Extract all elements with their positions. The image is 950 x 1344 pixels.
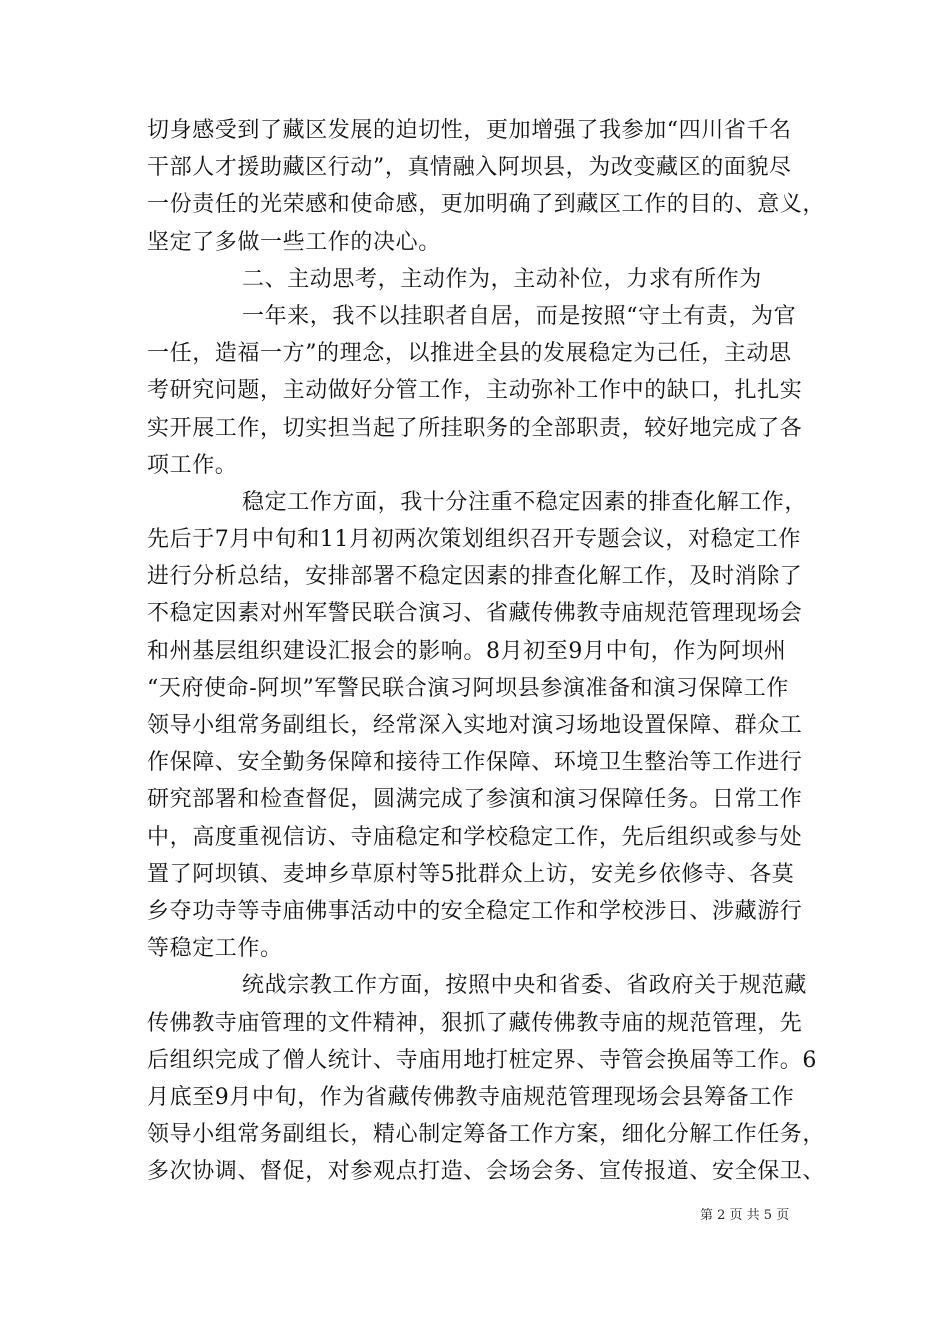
text-line: 多次协调、督促，对参观点打造、会场会务、宣传报道、安全保卫、 — [147, 1159, 826, 1185]
text-line: 项工作。 — [147, 452, 238, 478]
text-line: 一年来，我不以挂职者自居，而是按照“守土有责，为官 — [242, 303, 797, 329]
text-line: 领导小组常务副组长，经常深入实地对演习场地设置保障、群众工 — [147, 713, 803, 738]
text-line: 置了阿坝镇、麦坤乡草原村等5批群众上访，安羌乡依修寺、各莫 — [147, 861, 795, 887]
text-line: 考研究问题，主动做好分管工作，主动弥补工作中的缺口，扎扎实 — [147, 378, 803, 404]
text-line: 不稳定因素对州军警民联合演习、省藏传佛教寺庙规范管理现场会 — [147, 601, 803, 627]
text-line: 先后于7月中旬和11月初两次策划组织召开专题会议，对稳定工作 — [147, 527, 801, 553]
text-line: 进行分析总结，安排部署不稳定因素的排查化解工作，及时消除了 — [147, 564, 803, 590]
section-heading-text: 二、主动思考，主动作为，主动补位，力求有所作为 — [242, 266, 762, 292]
text-line: 作保障、安全勤务保障和接待工作保障、环境卫生整治等工作进行 — [147, 750, 803, 776]
text-line: 后组织完成了僧人统计、寺庙用地打桩定界、寺管会换届等工作。6 — [147, 1047, 817, 1073]
text-line: 和州基层组织建设汇报会的影响。8月初至9月中旬，作为阿坝州 — [147, 638, 787, 664]
text-line: 干部人才援助藏区行动”，真情融入阿坝县，为改变藏区的面貌尽 — [147, 155, 792, 181]
text-line: 传佛教寺庙管理的文件精神，狠抓了藏传佛教寺庙的规范管理，先 — [147, 1010, 803, 1036]
text-line: “天府使命-阿坝”军警民联合演习阿坝县参演准备和演习保障工作 — [147, 675, 789, 701]
text-line: 坚定了多做一些工作的决心。 — [147, 229, 441, 255]
text-line: 领导小组常务副组长，精心制定筹备工作方案，细化分解工作任务， — [147, 1122, 826, 1148]
text-line: 一任，造福一方”的理念，以推进全县的发展稳定为己任，主动思 — [147, 341, 792, 367]
page-number: 第 2 页 共 5 页 — [700, 1208, 790, 1223]
paragraph-stability-work — [147, 484, 812, 967]
paragraph-united-front-religion — [147, 967, 826, 1190]
paragraph-continuation — [147, 112, 826, 261]
text-line: 统战宗教工作方面，按照中央和省委、省政府关于规范藏 — [242, 973, 808, 999]
section-heading — [147, 261, 812, 298]
text-line: 实开展工作，切实担当起了所挂职务的全部职责，较好地完成了各 — [147, 415, 803, 441]
text-line: 研究部署和检查督促，圆满完成了参演和演习保障任务。日常工作 — [147, 787, 803, 813]
text-line: 乡夺功寺等寺庙佛事活动中的安全稳定工作和学校涉日、涉藏游行 — [147, 898, 803, 924]
text-line: 月底至9月中旬，作为省藏传佛教寺庙规范管理现场会县筹备工作 — [147, 1084, 795, 1110]
text-line: 一份责任的光荣感和使命感，更加明确了到藏区工作的目的、意义， — [147, 192, 826, 218]
text-line: 切身感受到了藏区发展的迫切性，更加增强了我参加“四川省千名 — [147, 118, 792, 143]
paragraph-overview — [147, 298, 812, 484]
text-line: 等稳定工作。 — [147, 936, 283, 962]
text-line: 稳定工作方面，我十分注重不稳定因素的排查化解工作， — [242, 489, 808, 515]
text-line: 中，高度重视信访、寺庙稳定和学校稳定工作，先后组织或参与处 — [147, 824, 803, 850]
document-body — [147, 112, 826, 1190]
